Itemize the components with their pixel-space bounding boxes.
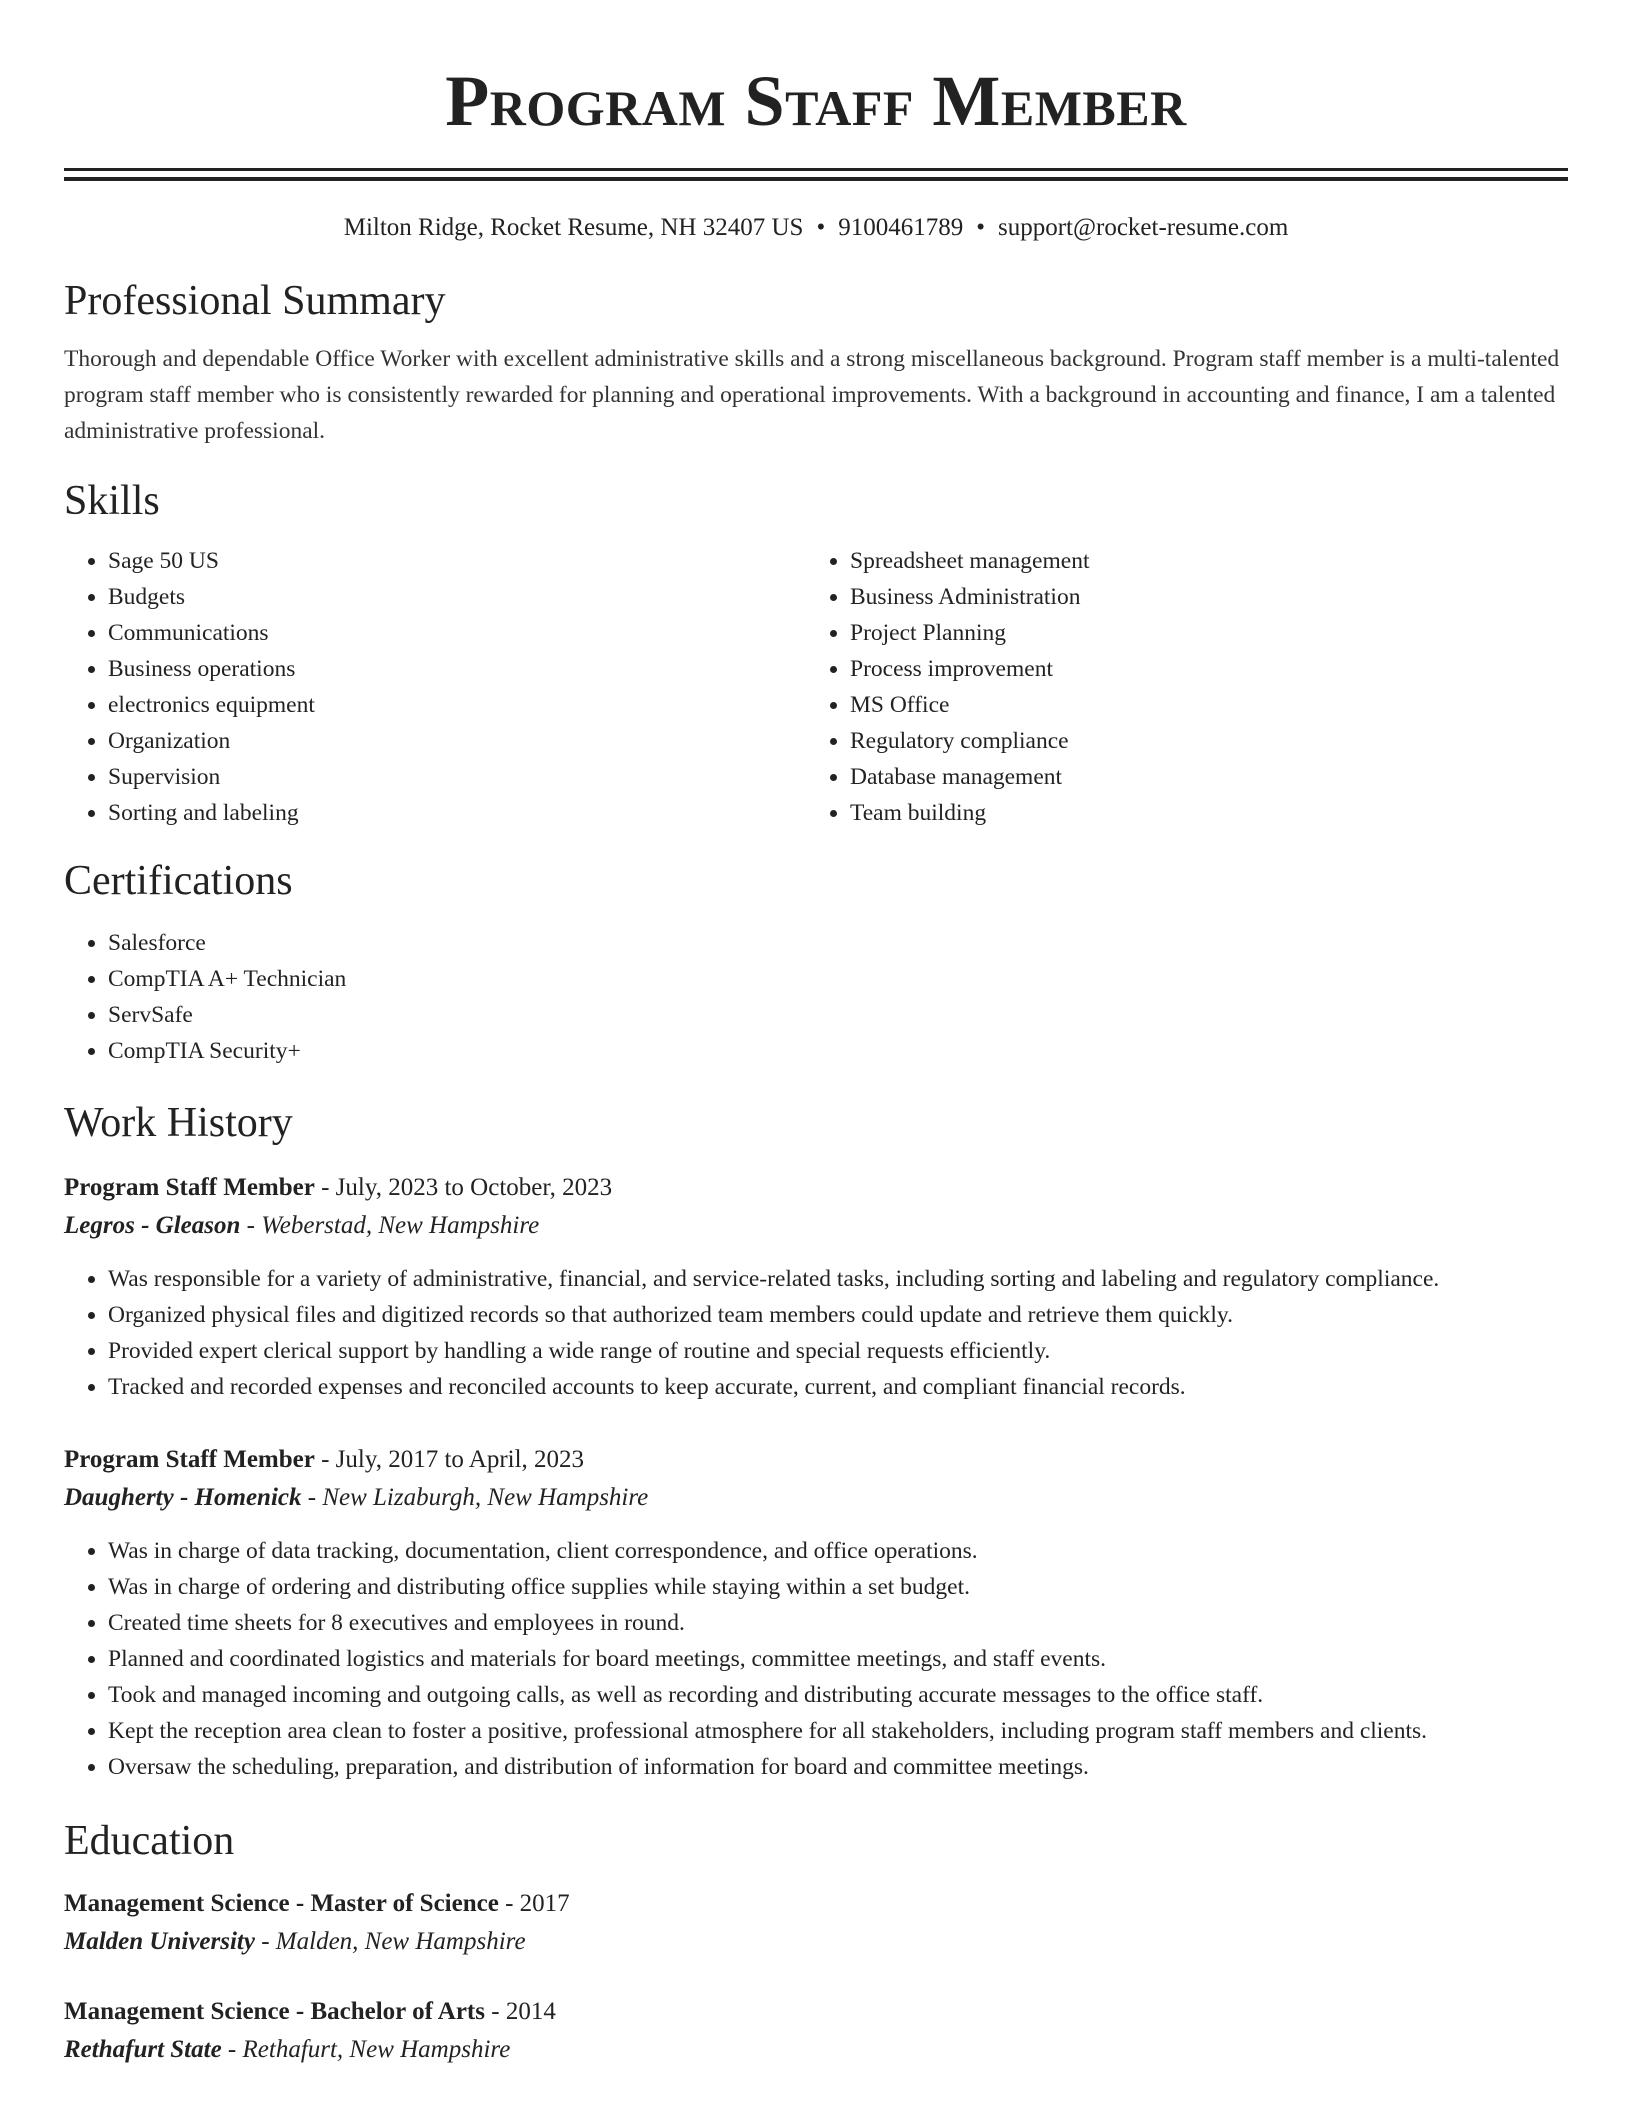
education-degree: Management Science - Master of Science xyxy=(64,1890,499,1917)
skill-item: • Business operations xyxy=(108,651,806,687)
contact-location: Milton Ridge, Rocket Resume, NH 32407 US xyxy=(343,214,804,241)
job-duties-list xyxy=(64,1261,1568,1405)
education-school: Malden University xyxy=(64,1928,255,1955)
education-header: Management Science - Master of Science - 2017 xyxy=(64,1890,570,1917)
education-header: Management Science - Bachelor of Arts - 2014 xyxy=(64,1998,556,2025)
job-title: Program Staff Member xyxy=(64,1446,315,1473)
job-employer: Daugherty - Homenick - New Lizaburgh, New Hampshire xyxy=(64,1484,649,1511)
job-dates: July, 2017 to April, 2023 xyxy=(335,1446,585,1473)
candidate-name: Program Staff Member xyxy=(445,61,1187,141)
job-location: Weberstad, New Hampshire xyxy=(261,1212,540,1239)
job-company: Legros - Gleason xyxy=(64,1212,241,1239)
job-duty-item: • Took and managed incoming and outgoing calls, as well as recording and distributing accurate messages to the office staff. xyxy=(108,1677,1568,1713)
education-school-line: Malden University - Malden, New Hampshire xyxy=(64,1928,526,1955)
certifications-list xyxy=(64,925,1568,1069)
education-school: Rethafurt State xyxy=(64,2036,222,2063)
education-year: 2017 xyxy=(519,1890,570,1917)
education-location: Malden, New Hampshire xyxy=(275,1928,526,1955)
job-title: Program Staff Member xyxy=(64,1174,315,1201)
job-duty-item: • Planned and coordinated logistics and materials for board meetings, committee meetings, and staff events. xyxy=(108,1641,1568,1677)
skill-item: • Organization xyxy=(108,723,806,759)
skills-column-left xyxy=(64,543,806,831)
education-heading: Education xyxy=(64,1818,235,1864)
summary-heading: Professional Summary xyxy=(64,278,446,324)
skill-item: • Process improvement xyxy=(850,651,1506,687)
education-entry xyxy=(64,1885,1568,1961)
header-rule-bottom xyxy=(64,177,1568,181)
skill-item: • Sage 50 US xyxy=(108,543,806,579)
job-entry xyxy=(64,1169,1568,1405)
job-duty-item: • Created time sheets for 8 executives and employees in round. xyxy=(108,1605,1568,1641)
certification-item: • CompTIA A+ Technician xyxy=(108,961,1568,997)
skills-heading: Skills xyxy=(64,478,160,524)
job-duty-item: • Organized physical files and digitized records so that authorized team members could update and retrieve them quickly. xyxy=(108,1297,1568,1333)
job-duty-item: • Oversaw the scheduling, preparation, and distribution of information for board and committee meetings. xyxy=(108,1749,1568,1785)
job-duty-item: • Provided expert clerical support by handling a wide range of routine and special requests efficiently. xyxy=(108,1333,1568,1369)
skill-item: • Business Administration xyxy=(850,579,1506,615)
contact-phone: 9100461789 xyxy=(838,214,964,241)
skill-item: • Sorting and labeling xyxy=(108,795,806,831)
job-header: Program Staff Member - July, 2017 to April, 2023 xyxy=(64,1446,585,1473)
certification-item: • Salesforce xyxy=(108,925,1568,961)
job-location: New Lizaburgh, New Hampshire xyxy=(322,1484,649,1511)
skill-item: • Budgets xyxy=(108,579,806,615)
education-degree: Management Science - Bachelor of Arts xyxy=(64,1998,485,2025)
education-school-line: Rethafurt State - Rethafurt, New Hampshire xyxy=(64,2036,511,2063)
skills-columns xyxy=(64,543,1568,831)
summary-text: Thorough and dependable Office Worker with excellent administrative skills and a strong miscellaneous background. Program staff member is a multi-talented program staff member who is consistently rewarded for planning and operational improvements. With a background in accounting and finance, I am a talented administrative professional. xyxy=(64,346,1560,444)
job-duty-item: • Tracked and recorded expenses and reconciled accounts to keep accurate, current, and compliant financial records. xyxy=(108,1369,1568,1405)
skill-item: • Project Planning xyxy=(850,615,1506,651)
education-location: Rethafurt, New Hampshire xyxy=(242,2036,511,2063)
job-duty-item: • Was responsible for a variety of administrative, financial, and service-related tasks, including sorting and labeling and regulatory compliance. xyxy=(108,1261,1568,1297)
job-employer: Legros - Gleason - Weberstad, New Hampshire xyxy=(64,1212,540,1239)
skill-item: • Spreadsheet management xyxy=(850,543,1506,579)
skills-list-left xyxy=(64,543,806,831)
skill-item: • electronics equipment xyxy=(108,687,806,723)
certifications-heading: Certifications xyxy=(64,858,293,904)
job-company: Daugherty - Homenick xyxy=(64,1484,302,1511)
skills-list-right xyxy=(806,543,1506,831)
job-header: Program Staff Member - July, 2023 to October, 2023 xyxy=(64,1174,613,1201)
job-duty-item: • Was in charge of ordering and distributing office supplies while staying within a set budget. xyxy=(108,1569,1568,1605)
work-history-heading: Work History xyxy=(64,1100,293,1146)
job-duty-item: • Kept the reception area clean to foster a positive, professional atmosphere for all stakeholders, including program staff members and clients. xyxy=(108,1713,1568,1749)
skill-item: • Communications xyxy=(108,615,806,651)
certification-item: • CompTIA Security+ xyxy=(108,1033,1568,1069)
job-dates: July, 2023 to October, 2023 xyxy=(335,1174,613,1201)
skill-item: • Team building xyxy=(850,795,1506,831)
header-rule-top xyxy=(64,168,1568,171)
skill-item: • Supervision xyxy=(108,759,806,795)
skills-column-right xyxy=(806,543,1506,831)
skill-item: • Regulatory compliance xyxy=(850,723,1506,759)
contact-line xyxy=(64,211,1568,245)
skill-item: • MS Office xyxy=(850,687,1506,723)
job-duty-item: • Was in charge of data tracking, documentation, client correspondence, and office operations. xyxy=(108,1533,1568,1569)
job-entry xyxy=(64,1441,1568,1785)
skill-item: • Database management xyxy=(850,759,1506,795)
certification-item: • ServSafe xyxy=(108,997,1568,1033)
education-year: 2014 xyxy=(505,1998,556,2025)
contact-email: support@rocket-resume.com xyxy=(997,214,1289,241)
contact-separator: • xyxy=(816,214,826,241)
job-duties-list xyxy=(64,1533,1568,1785)
contact-separator: • xyxy=(976,214,985,241)
education-entry xyxy=(64,1993,1568,2069)
